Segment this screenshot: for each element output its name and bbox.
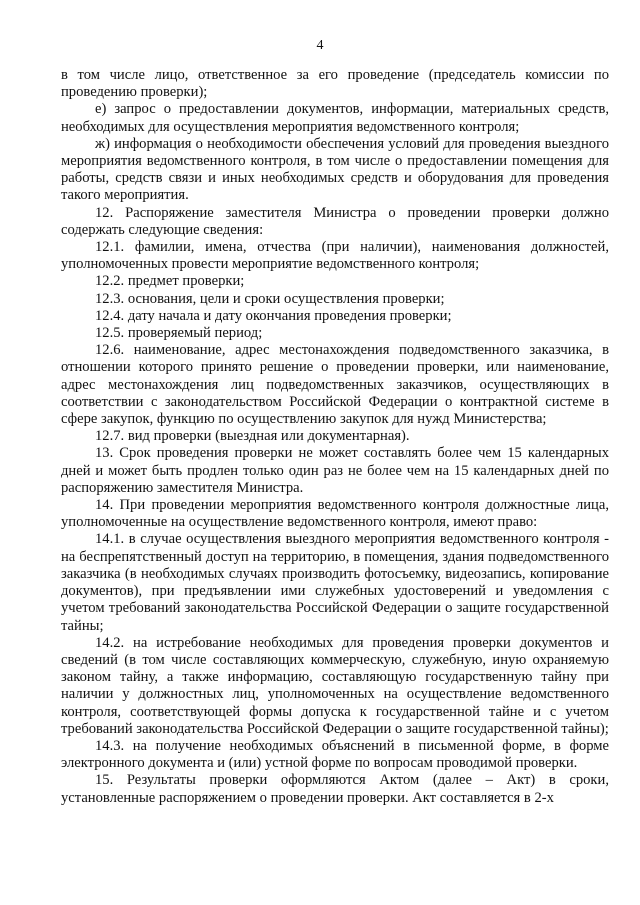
paragraph: 12.5. проверяемый период; xyxy=(95,325,263,342)
paragraph: 14.2. на истребование необходимых для проведения проверки документов и сведений (в том числе составляющих коммерческую, служебную, иную охраняемую законом тайну, а также информацию, составляющую государственную тайну при наличии у должностных лиц, уполномоченных на осуществление ведомственного контроля, соответствующей формы допуска к государственной тайне и с учетом требований законодательства Российской Федерации о защите государственной тайны); xyxy=(61,634,609,737)
paragraph: 12.6. наименование, адрес местонахождения подведомственного заказчика, в отношении которого принято решение о проведении проверки, или наименование, адрес местонахождения лиц подведомственных заказчиков, осуществляющих в соответствии с законодательством Российской Федерации о контрактной системе в сфере закупок, функцию по осуществлению закупок для нужд Министерства; xyxy=(61,342,609,428)
paragraph: е) запрос о предоставлении документов, информации, материальных средств, необходимых для осуществления мероприятия ведомственного контроля; xyxy=(61,101,609,135)
paragraph: 14.3. на получение необходимых объяснений в письменной форме, в форме электронного документа и (или) устной форме по вопросам проводимой проверки. xyxy=(61,737,609,772)
paragraph: 14. При проведении мероприятия ведомственного контроля должностные лица, уполномоченные на осуществление ведомственного контроля, имеют право: xyxy=(61,497,609,531)
paragraph: 13. Срок проведения проверки не может составлять более чем 15 календарных дней и может быть продлен только один раз не более чем на 15 календарных дней по распоряжению заместителя Министра. xyxy=(61,445,609,496)
document-body xyxy=(61,67,609,807)
paragraph: 12.4. дату начала и дату окончания проведения проверки; xyxy=(95,307,452,324)
paragraph: 14.1. в случае осуществления выездного мероприятия ведомственного контроля - на беспрепятственный доступ на территорию, в помещения, здания подведомственного заказчика (в необходимых случаях производить фотосъемку, видеозапись, копирование документов), при предъявлении ими служебных удостоверений и уведомления с учетом требований законодательства Российской Федерации о защите государственной тайны; xyxy=(61,531,609,634)
paragraph: 12.1. фамилии, имена, отчества (при наличии), наименования должностей, уполномоченных провести мероприятие ведомственного контроля; xyxy=(61,239,609,273)
paragraph: 12.2. предмет проверки; xyxy=(95,273,245,290)
paragraph: ж) информация о необходимости обеспечения условий для проведения выездного мероприятия ведомственного контроля, в том числе о предоставлении помещения для работы, средств связи и иных необходимых средств и оборудования для проведения такого мероприятия. xyxy=(61,135,609,204)
paragraph: 12.7. вид проверки (выездная или документарная). xyxy=(95,428,410,445)
page-number: 4 xyxy=(316,38,324,53)
paragraph: 12.3. основания, цели и сроки осуществления проверки; xyxy=(95,290,445,307)
paragraph: в том числе лицо, ответственное за его проведение (председатель комиссии по проведению проверки); xyxy=(61,67,609,101)
paragraph: 15. Результаты проверки оформляются Актом (далее – Акт) в сроки, установленные распоряжением о проведении проверки. Акт составляется в 2-х xyxy=(61,772,609,806)
paragraph: 12. Распоряжение заместителя Министра о проведении проверки должно содержать следующие сведения: xyxy=(61,204,609,238)
